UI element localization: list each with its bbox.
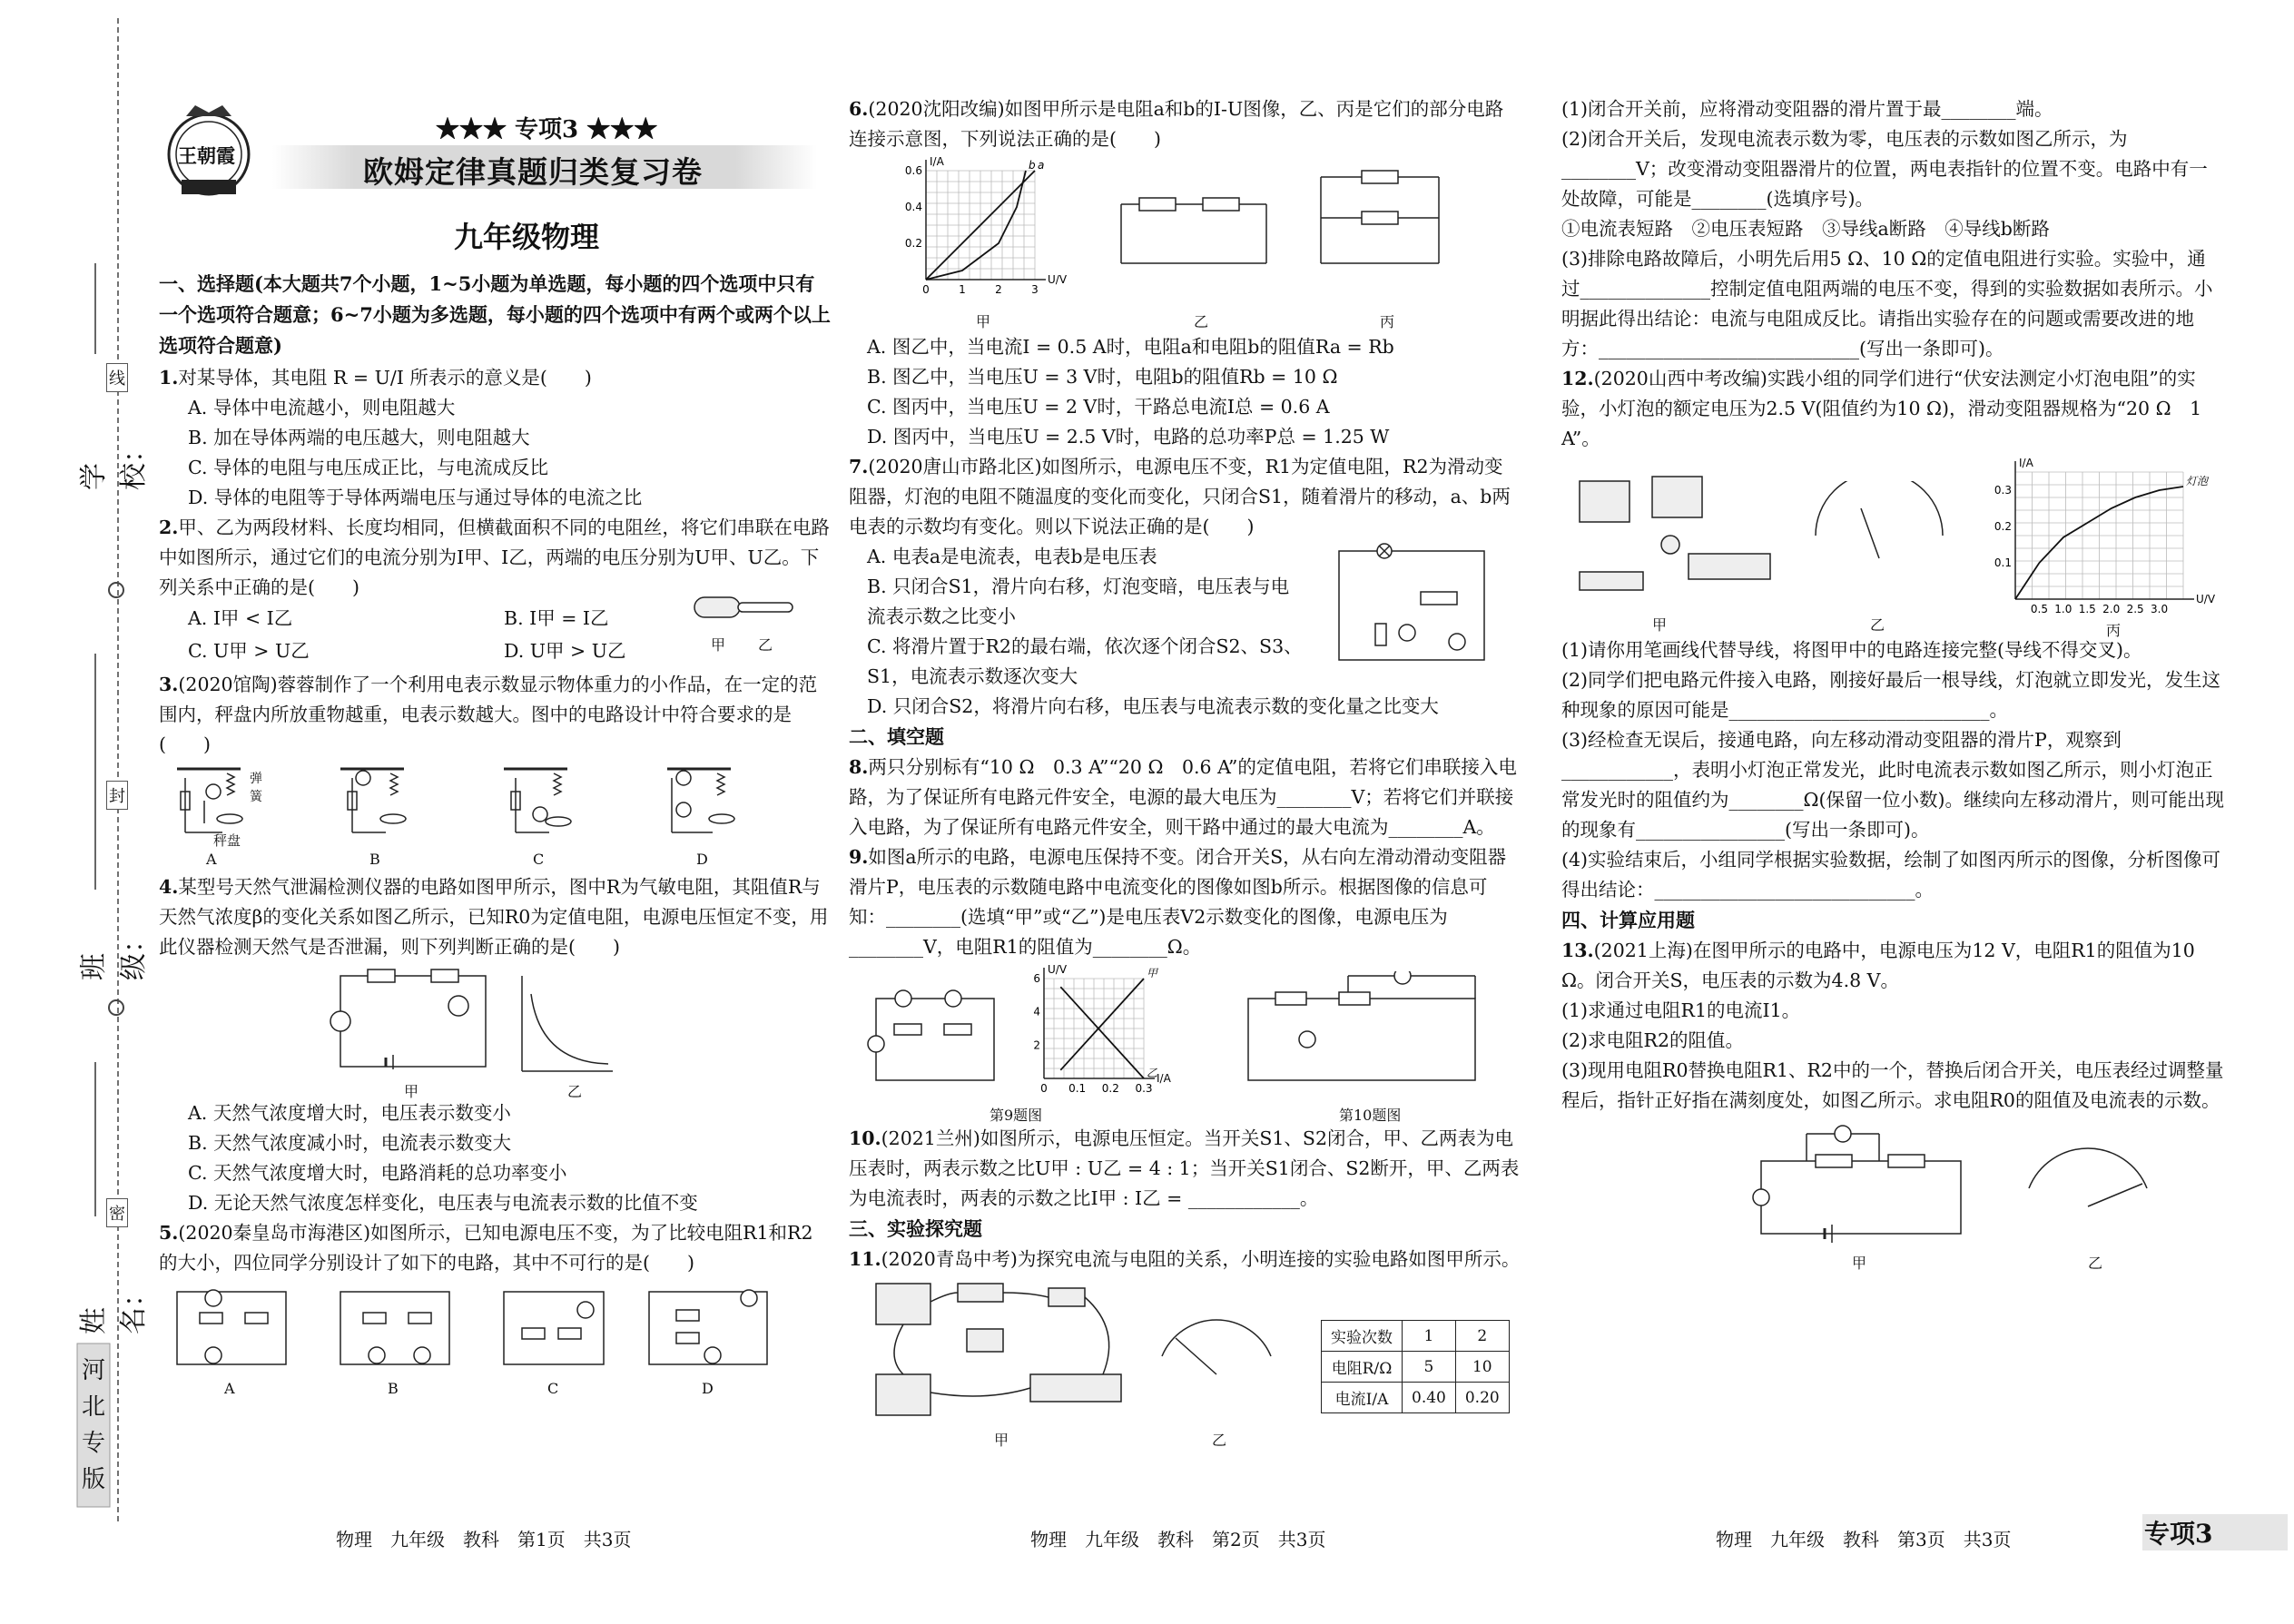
y-tick-label: 0.1 bbox=[1994, 556, 2012, 569]
page-1-column bbox=[145, 0, 835, 1624]
table-cell: 10 bbox=[1455, 1352, 1509, 1383]
q2-option-d: D. U甲 > U乙 bbox=[504, 640, 626, 662]
q2-stem: 甲、乙为两段材料、长度均相同，但横截面积不同的电阻丝，将它们串联在电路中如图所示，通过它们的电流分别为I甲、I乙，两端的电压分别为U甲、U乙。下列关系中正确的是( ) bbox=[159, 517, 830, 598]
series-label: a bbox=[1038, 159, 1045, 172]
y-axis-label: I/A bbox=[2019, 457, 2033, 469]
q11-part-2: (2)闭合开关后，发现电流表示数为零，电压表的示数如图乙所示，为________V；改变滑动变阻器滑片的位置，两电表指针的位置不变。电路中有一处故障，可能是________(选填序号)。 bbox=[1561, 128, 2208, 210]
q11-fault-options: ①电流表短路 ②电压表短路 ③导线a断路 ④导线b断路 bbox=[1561, 218, 2050, 240]
q2-number: 2. bbox=[159, 517, 179, 538]
q12-part-4: (4)实验结束后，小组同学根据实验数据，绘制了如图丙所示的图像，分析图像可得出结论：____________________________。 bbox=[1561, 849, 2221, 901]
section-2-heading: 二、填空题 bbox=[849, 725, 944, 748]
q10-text: (2021兰州)如图所示，电源电压恒定。当开关S1、S2闭合，甲、乙两表为电压表时，两表示数之比U甲 : U乙 = 4 : 1；当开关S1闭合、S2断开，甲、乙两表为电流表时，两表的示数之比I甲 : I乙 = ____________。 bbox=[849, 1127, 1520, 1209]
q13-figures bbox=[1561, 1116, 2224, 1270]
table-cell: 电阻R/Ω bbox=[1322, 1352, 1403, 1383]
binding-margin bbox=[0, 0, 150, 1624]
q11-part-3: (3)排除电路故障后，小明先后用5 Ω、10 Ω的定值电阻进行实验。实验中，通过______________控制定值电阻两端的电压不变，得到的实验数据如表所示。小明据此得出结论：电流与电阻成反比。请指出实验存在的问题或需要改进的地方：____________________________(写出一条即可)。 bbox=[1561, 248, 2213, 359]
q12-label-yi: 乙 bbox=[1870, 616, 1885, 634]
section-4-heading: 四、计算应用题 bbox=[1561, 909, 1695, 931]
q11-data-table bbox=[1321, 1320, 1510, 1413]
q13-part-3: (3)现用电阻R0替换电阻R1、R2中的一个，替换后闭合开关，电压表经过调整量程后，指针正好指在满刻度处，如图乙所示。求电阻R0的阻值及电流表的示数。 bbox=[1561, 1059, 2224, 1111]
q7-circuit-diagram bbox=[1321, 542, 1502, 669]
q6-label-jia: 甲 bbox=[976, 313, 991, 330]
q5-label-c: C bbox=[547, 1380, 559, 1397]
q4-option-c: C. 天然气浓度增大时，电路消耗的总功率变小 bbox=[188, 1162, 567, 1184]
x-tick-label: 0.1 bbox=[1068, 1082, 1087, 1095]
series-line-甲 bbox=[1060, 979, 1144, 1070]
q2-label-jia: 甲 bbox=[711, 636, 726, 654]
q1-option-b: B. 加在导体两端的电压越大，则电阻越大 bbox=[188, 427, 530, 448]
header-badge: ★★★ 专项3 ★★★ bbox=[436, 116, 658, 143]
q12-label-jia: 甲 bbox=[1652, 616, 1668, 634]
q7-number: 7. bbox=[849, 456, 869, 477]
page-3-column bbox=[1561, 0, 2251, 1624]
x-axis-label: I/A bbox=[1157, 1072, 1171, 1085]
q7-stem: (2020唐山市路北区)如图所示，电源电压不变，R1为定值电阻，R2为滑动变阻器，灯泡的电阻不随温度的变化而变化，只闭合S1，随着滑片的移动，a、b两电表的示数均有变化。则以下说法正确的是( ) bbox=[849, 456, 1511, 537]
q6-label-yi: 乙 bbox=[1194, 313, 1209, 330]
q9-figure-caption: 第9题图 bbox=[989, 1107, 1043, 1124]
q12-part-1: (1)请你用笔画线代替导线，将图甲中的电路连接完整(导线不得交叉)。 bbox=[1561, 639, 2142, 661]
series-label: 甲 bbox=[1147, 967, 1158, 979]
q13-part-1: (1)求通过电阻R1的电流I1。 bbox=[1561, 999, 1801, 1021]
q4-option-d: D. 无论天然气浓度怎样变化，电压表与电流表示数的比值不变 bbox=[188, 1192, 698, 1214]
q5-number: 5. bbox=[159, 1222, 179, 1244]
series-label: b bbox=[1029, 159, 1036, 172]
y-tick-label: 0.3 bbox=[1994, 484, 2012, 497]
q8-text: 两只分别标有“10 Ω 0.3 A”“20 Ω 0.6 A”的定值电阻，若将它们串联接入电路，为了保证所有电路元件安全，电源的最大电压为________V；若将它们并联接入电路，为了保证所有电路元件安全，则干路中通过的最大电流为________A。 bbox=[849, 756, 1517, 838]
y-tick-label: 0.4 bbox=[904, 201, 922, 213]
x-tick-label: 0 bbox=[1040, 1082, 1048, 1095]
x-tick-label: 0 bbox=[922, 283, 930, 296]
q12-ammeter-dial-icon bbox=[1797, 481, 1961, 572]
q11-label-jia: 甲 bbox=[994, 1432, 1009, 1449]
q4-option-a: A. 天然气浓度增大时，电压表示数变小 bbox=[188, 1102, 511, 1124]
question-3 bbox=[159, 670, 831, 760]
edition-label: 河北专版 bbox=[81, 1357, 105, 1493]
page-3-footer: 物理 九年级 教科 第3页 共3页 bbox=[1716, 1529, 2012, 1550]
series-line-乙 bbox=[1060, 987, 1144, 1078]
q3-stem: (2020馆陶)蓉蓉制作了一个利用电表示数显示物体重力的小作品，在一定的范围内，秤盘内所放重物越重，电表示数越大。图中的电路设计中符合要求的是( ) bbox=[159, 674, 818, 755]
page-title: 欧姆定律真题归类复习卷 bbox=[363, 154, 703, 190]
x-tick-label: 0.3 bbox=[1135, 1082, 1153, 1095]
school-label: 学校： bbox=[78, 436, 150, 490]
class-label: 班级： bbox=[78, 926, 150, 980]
table-header: 实验次数 bbox=[1322, 1321, 1403, 1352]
y-tick-label: 0.2 bbox=[904, 237, 922, 250]
question-1 bbox=[159, 363, 831, 393]
x-tick-label: 2 bbox=[995, 283, 1002, 296]
q7-option-d: D. 只闭合S2，将滑片向右移，电压表与电流表示数的变化量之比变大 bbox=[867, 695, 1439, 717]
q9-number: 9. bbox=[849, 846, 869, 868]
question-13 bbox=[1561, 936, 2224, 996]
q11-voltmeter-dial-icon bbox=[1148, 1302, 1285, 1393]
q13-part-2: (2)求电阻R2的阻值。 bbox=[1561, 1029, 1745, 1051]
q9-circuit-a bbox=[867, 980, 1003, 1089]
x-tick-label: 0.5 bbox=[2030, 603, 2048, 615]
q11-apparatus-figure bbox=[867, 1275, 1139, 1429]
q5-stem: (2020秦皇岛市海港区)如图所示，已知电源电压不变，为了比较电阻R1和R2的大小，四位同学分别设计了如下的电路，其中不可行的是( ) bbox=[159, 1222, 813, 1274]
q5-figures bbox=[159, 1278, 831, 1405]
q3-label-b: B bbox=[369, 851, 380, 868]
q10-figure-caption: 第10题图 bbox=[1339, 1107, 1402, 1124]
page-2-footer: 物理 九年级 教科 第2页 共3页 bbox=[1030, 1529, 1326, 1550]
q7-option-b: B. 只闭合S1，滑片向右移，灯泡变暗，电压表与电流表示数之比变小 bbox=[867, 576, 1290, 627]
corner-tag-label: 专项3 bbox=[2144, 1519, 2213, 1549]
ui-chart bbox=[1017, 962, 1171, 1098]
q6-circuits-diagram bbox=[1112, 163, 1493, 300]
logo-text: 王朝霞 bbox=[178, 144, 235, 167]
x-tick-label: 2.5 bbox=[2126, 603, 2144, 615]
cut-mark-feng: 封 bbox=[106, 781, 128, 810]
q5-label-a: A bbox=[224, 1380, 235, 1397]
x-tick-label: 3 bbox=[1031, 283, 1039, 296]
table-cell: 电流I/A bbox=[1322, 1383, 1403, 1413]
y-tick-label: 6 bbox=[1033, 972, 1040, 985]
q11-part-1: (1)闭合开关前，应将滑动变阻器的滑片置于最________端。 bbox=[1561, 98, 2053, 120]
x-tick-label: 3.0 bbox=[2151, 603, 2169, 615]
page-1-footer: 物理 九年级 教科 第1页 共3页 bbox=[336, 1529, 632, 1550]
y-tick-label: 2 bbox=[1033, 1038, 1040, 1052]
x-axis-label: U/V bbox=[1048, 273, 1068, 286]
q5-label-b: B bbox=[388, 1380, 399, 1397]
q6-number: 6. bbox=[849, 98, 869, 120]
table-header: 2 bbox=[1455, 1321, 1509, 1352]
q3-spring-label: 弹簧 bbox=[250, 772, 262, 804]
question-6 bbox=[849, 94, 1521, 154]
q3-label-a: A bbox=[206, 851, 217, 868]
table-cell: 5 bbox=[1403, 1352, 1456, 1383]
q12-apparatus-figure bbox=[1570, 472, 1788, 608]
q1-option-a: A. 导体中电流越小，则电阻越大 bbox=[188, 397, 456, 418]
series-label: 乙 bbox=[1147, 1067, 1158, 1079]
q6-figures bbox=[849, 154, 1521, 332]
section-3-heading: 三、实验探究题 bbox=[849, 1217, 982, 1240]
cut-mark-mi: 密 bbox=[106, 1198, 128, 1227]
q13-voltmeter-dial-icon bbox=[2015, 1134, 2161, 1225]
q6-option-a: A. 图乙中，当电流I = 0.5 A时，电阻a和电阻b的阻值Ra = Rb bbox=[867, 336, 1394, 358]
page-2-column bbox=[849, 0, 1539, 1624]
q1-stem: 对某导体，其电阻 R = U/I 所表示的意义是( ) bbox=[178, 367, 592, 389]
q1-option-d: D. 导体的电阻等于导体两端电压与通过导体的电流之比 bbox=[188, 487, 643, 508]
q13-text: (2021上海)在图甲所示的电路中，电源电压为12 V，电阻R1的阻值为10 Ω。闭合开关S，电压表的示数为4.8 V。 bbox=[1561, 940, 2195, 991]
q11-figures bbox=[849, 1275, 1521, 1449]
q4-label-jia: 甲 bbox=[404, 1083, 419, 1100]
lamp-iu-chart bbox=[1979, 454, 2215, 622]
question-4 bbox=[159, 872, 831, 962]
q6-stem: (2020沈阳改编)如图甲所示是电阻a和b的I-U图像，乙、丙是它们的部分电路连接示意图，下列说法正确的是( ) bbox=[849, 98, 1504, 150]
name-label: 姓名： bbox=[78, 1280, 150, 1334]
q3-label-c: C bbox=[533, 851, 545, 868]
q10-number: 10. bbox=[849, 1127, 881, 1149]
q3-number: 3. bbox=[159, 674, 179, 695]
q4-circuit-and-graph bbox=[159, 962, 831, 1080]
section-1-heading: 一、选择题(本大题共7个小题，1~5小题为单选题，每小题的四个选项中只有一个选项符合题意；6~7小题为多选题，每小题的四个选项中有两个或两个以上选项符合题意) bbox=[159, 272, 831, 357]
table-cell: 0.40 bbox=[1403, 1383, 1456, 1413]
question-8 bbox=[849, 753, 1521, 842]
q2-wire-figure bbox=[685, 585, 803, 639]
q2-option-a: A. I甲 < I乙 bbox=[188, 607, 293, 629]
x-tick-label: 1 bbox=[959, 283, 966, 296]
question-5 bbox=[159, 1218, 831, 1278]
q7-option-a: A. 电表a是电流表，电表b是电压表 bbox=[867, 546, 1157, 567]
q6-label-bing: 丙 bbox=[1380, 313, 1395, 330]
q13-label-yi: 乙 bbox=[2088, 1255, 2103, 1272]
table-header: 1 bbox=[1403, 1321, 1456, 1352]
q6-option-b: B. 图乙中，当电压U = 3 V时，电阻b的阻值Rb = 10 Ω bbox=[867, 366, 1338, 388]
question-12 bbox=[1561, 364, 2224, 454]
table-cell: 0.20 bbox=[1455, 1383, 1509, 1413]
q2-option-b: B. I甲 = I乙 bbox=[504, 607, 609, 629]
q5-circuits-diagram bbox=[159, 1278, 831, 1387]
q11-label-yi: 乙 bbox=[1212, 1432, 1227, 1449]
q12-text: (2020山西中考改编)实践小组的同学们进行“伏安法测定小灯泡电阻”的实验，小灯泡的额定电压为2.5 V(阻值约为10 Ω)，滑动变阻器规格为“20 Ω 1 A”。 bbox=[1561, 368, 2202, 449]
question-7 bbox=[849, 452, 1521, 542]
q6-option-c: C. 图丙中，当电压U = 2 V时，干路总电流I总 = 0.6 A bbox=[867, 396, 1330, 418]
x-tick-label: 1.5 bbox=[2078, 603, 2096, 615]
q12-figures bbox=[1561, 454, 2224, 639]
y-axis-label: U/V bbox=[1048, 963, 1068, 976]
q13-circuit-diagram bbox=[1743, 1125, 1979, 1252]
q9-q10-figures bbox=[849, 962, 1521, 1124]
q1-number: 1. bbox=[159, 367, 179, 389]
q4-option-b: B. 天然气浓度减小时，电流表示数变大 bbox=[188, 1132, 512, 1154]
q4-number: 4. bbox=[159, 876, 179, 898]
x-tick-label: 1.0 bbox=[2054, 603, 2072, 615]
q3-label-d: D bbox=[696, 851, 708, 868]
q13-label-jia: 甲 bbox=[1852, 1255, 1867, 1272]
x-tick-label: 0.2 bbox=[1101, 1082, 1119, 1095]
q2-options-row bbox=[159, 603, 831, 670]
q4-label-yi: 乙 bbox=[567, 1083, 583, 1100]
q12-label-bing: 丙 bbox=[2106, 622, 2122, 639]
q2-option-c: C. U甲 > U乙 bbox=[188, 640, 310, 662]
q11-number: 11. bbox=[849, 1248, 881, 1270]
q9-text: 如图a所示的电路，电源电压保持不变。闭合开关S，从右向左滑动滑动变阻器滑片P，电压表的示数随电路中电流变化的图像如图b所示。根据图像的信息可知：________(选填“甲”或“乙”)是电压表V2示数变化的图像，电源电压为________V，电阻R1的阻值为________Ω。 bbox=[849, 846, 1507, 958]
q7-options bbox=[849, 542, 1521, 722]
q12-part-3: (3)经检查无误后，接通电路，向左移动滑动变阻器的滑片P，观察到____________，表明小灯泡正常发光，此时电流表示数如图乙所示，则小灯泡正常发光时的阻值约为________Ω(保留一位小数)。继续向左移动滑片，则可能出现的现象有________________(写出一条即可)。 bbox=[1561, 729, 2224, 841]
q4-figures bbox=[159, 962, 831, 1098]
margin-lines bbox=[0, 0, 136, 1624]
page-subtitle: 九年级物理 bbox=[454, 220, 600, 254]
x-axis-label: U/V bbox=[2196, 593, 2215, 605]
q7-option-c: C. 将滑片置于R2的最右端，依次逐个闭合S2、S3、S1，电流表示数逐次变大 bbox=[867, 635, 1303, 687]
y-tick-label: 4 bbox=[1033, 1005, 1040, 1019]
q6-option-d: D. 图丙中，当电压U = 2.5 V时，电路的总功率P总 = 1.25 W bbox=[867, 426, 1390, 448]
q11-text: (2020青岛中考)为探究电流与电阻的关系，小明连接的实验电路如图甲所示。 bbox=[881, 1248, 1521, 1270]
header-logo bbox=[154, 100, 263, 200]
x-tick-label: 2.0 bbox=[2102, 603, 2121, 615]
q8-number: 8. bbox=[849, 756, 869, 778]
y-tick-label: 0.2 bbox=[1994, 520, 2012, 533]
q3-scale-label: 秤盘 bbox=[213, 832, 241, 849]
q12-part-2: (2)同学们把电路元件接入电路，刚接好最后一根导线，灯泡就立即发光，发生这种现象的原因可能是____________________________。 bbox=[1561, 669, 2221, 721]
q1-option-c: C. 导体的电阻与电压成正比，与电流成反比 bbox=[188, 457, 548, 478]
q2-label-yi: 乙 bbox=[758, 636, 773, 654]
y-axis-label: I/A bbox=[930, 155, 944, 168]
q13-number: 13. bbox=[1561, 940, 1594, 961]
q5-label-d: D bbox=[702, 1380, 714, 1397]
q12-number: 12. bbox=[1561, 368, 1594, 389]
iu-chart bbox=[894, 154, 1076, 309]
y-tick-label: 0.6 bbox=[904, 164, 922, 177]
cut-mark-xian: 线 bbox=[106, 363, 128, 392]
q10-circuit-diagram bbox=[1230, 971, 1502, 1089]
question-9 bbox=[849, 842, 1521, 962]
q4-stem: 某型号天然气泄漏检测仪器的电路如图甲所示，图中R为气敏电阻，其阻值R与天然气浓度β的变化关系如图乙所示，已知R0为定值电阻，电源电压恒定不变，用此仪器检测天然气是否泄漏，则下列判断正确的是( ) bbox=[159, 876, 829, 958]
q3-figures bbox=[159, 760, 831, 872]
series-label: 灯泡 bbox=[2186, 475, 2209, 487]
question-11 bbox=[849, 1245, 1521, 1275]
question-10 bbox=[849, 1124, 1521, 1214]
